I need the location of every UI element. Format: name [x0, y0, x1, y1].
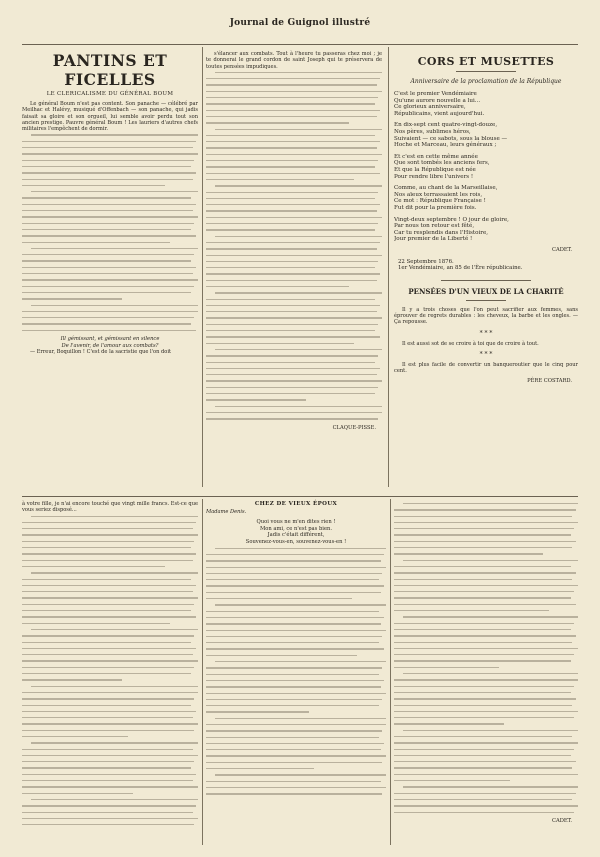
- poem-line: Ce glorieux anniversaire,: [394, 104, 466, 111]
- text-line: [394, 553, 543, 554]
- text-line: [22, 730, 194, 731]
- verse-line: Quoi vous ne m'en dites rien !: [256, 519, 336, 526]
- text-line: [206, 255, 382, 256]
- text-line: [31, 686, 198, 687]
- text-line: [206, 84, 377, 85]
- text-line: [22, 717, 193, 718]
- text-line: [206, 711, 309, 712]
- text-line: [206, 311, 377, 312]
- text-line: [206, 135, 375, 136]
- text-line: [206, 267, 375, 268]
- thoughts-title: PENSÉES D'UN VIEUX DE LA CHARITÉ: [408, 286, 564, 296]
- title-divider: [456, 71, 516, 72]
- text-line: [22, 166, 191, 167]
- text-line: [22, 534, 198, 535]
- text-line: [22, 528, 193, 529]
- text-line: [22, 692, 198, 693]
- text-line: [206, 642, 379, 643]
- text-line: [215, 349, 382, 350]
- thought-2: Il est aussi sot de se croire à toi que de croire à tout.: [402, 340, 539, 347]
- text-line: [22, 610, 191, 611]
- text-line: [403, 786, 578, 787]
- verse-line: Mon ami, ce n'est pas bien.: [259, 525, 332, 532]
- text-line: [394, 623, 574, 624]
- text-line: [22, 654, 193, 655]
- text-line: [206, 787, 386, 788]
- text-line: [215, 718, 386, 719]
- text-line: [22, 723, 198, 724]
- text-line: [206, 166, 375, 167]
- text-line: [22, 597, 198, 598]
- text-line: [206, 160, 378, 161]
- continuation-lines: [206, 236, 382, 420]
- text-line: [22, 616, 196, 617]
- text-line: [22, 698, 194, 699]
- text-line: [206, 636, 382, 637]
- text-line: [206, 554, 384, 555]
- text-line: [206, 204, 380, 205]
- text-line: [394, 698, 576, 699]
- text-line: [206, 768, 314, 769]
- text-line: [22, 147, 193, 148]
- text-line: [206, 693, 386, 694]
- text-line: [22, 591, 193, 592]
- poem-line: Hoche et Marceau, leurs généraux ;: [394, 142, 497, 149]
- text-line: [206, 368, 380, 369]
- text-line: [206, 630, 386, 631]
- text-line: [394, 566, 571, 567]
- text-line: [22, 774, 196, 775]
- text-line: [394, 579, 572, 580]
- poem-line: Comme, au chant de la Marseillaise,: [394, 185, 498, 192]
- text-line: [394, 660, 571, 661]
- bottom-column-2: [206, 497, 386, 800]
- dialogue-lines: [206, 548, 386, 795]
- text-line: [22, 210, 193, 211]
- newspaper-page: [22, 18, 578, 846]
- text-line: [206, 141, 380, 142]
- thought-1: Il y a trois choses que l'on peut sacrifier aux femmes, sans éprouver de regrets durables : les cheveux, la barbe et les ongles. — Ça repousse.: [394, 306, 578, 326]
- text-line: [31, 629, 198, 630]
- text-line: [206, 674, 379, 675]
- text-line: [394, 572, 576, 573]
- text-line: [22, 160, 194, 161]
- text-line: [206, 122, 349, 123]
- text-line: [215, 236, 382, 237]
- text-line: [22, 292, 191, 293]
- dialogue-lines: [22, 516, 198, 826]
- text-line: [394, 723, 504, 724]
- text-line: [22, 179, 193, 180]
- text-line: [22, 522, 196, 523]
- column-rule: [202, 47, 203, 487]
- poem-date: 22 Septembre 1876. 1er Vendémiaire, an 85 de l'Ère républicaine.: [398, 258, 523, 272]
- text-line: [206, 317, 382, 318]
- text-line: [215, 548, 386, 549]
- text-line: [394, 761, 576, 762]
- text-line: [206, 110, 380, 111]
- text-line: [206, 116, 377, 117]
- text-line: [22, 204, 196, 205]
- text-line: [394, 597, 571, 598]
- text-line: [206, 273, 380, 274]
- text-line: [206, 362, 375, 363]
- section-divider: [466, 300, 506, 301]
- text-line: [206, 286, 349, 287]
- text-line: [403, 730, 578, 731]
- text-line: [206, 299, 375, 300]
- text-line: [31, 191, 198, 192]
- text-line: [22, 635, 194, 636]
- text-line: [22, 642, 191, 643]
- text-line: [22, 553, 196, 554]
- text-line: [206, 737, 379, 738]
- text-line: [394, 711, 578, 712]
- text-line: [206, 179, 354, 180]
- text-line: [22, 736, 128, 737]
- text-line: [394, 812, 574, 813]
- column-rule: [388, 47, 389, 487]
- text-line: [206, 399, 306, 400]
- poem-line: Par nous ton retour est fêté,: [394, 223, 475, 230]
- text-line: [206, 330, 375, 331]
- dialogue-lines: [394, 503, 578, 813]
- text-line: [206, 743, 384, 744]
- article-closing: — Erreur, Boquillon ! C'est de la sacristie que l'on doit: [30, 349, 172, 356]
- text-line: [206, 261, 378, 262]
- text-line: [22, 260, 191, 261]
- poem-section-title: CORS ET MUSETTES: [417, 55, 555, 68]
- text-line: [206, 387, 378, 388]
- text-line: [206, 192, 378, 193]
- text-line: [206, 667, 382, 668]
- poem-line: Vingt-deux septembre ! O jour de gloire,: [394, 216, 509, 223]
- poem-line: C'est le premier Vendémiaire: [394, 91, 477, 97]
- text-line: [22, 812, 193, 813]
- text-line: [206, 611, 379, 612]
- text-line: [22, 141, 196, 142]
- text-line: [22, 761, 194, 762]
- text-line: [22, 705, 191, 706]
- text-line: [206, 617, 384, 618]
- text-line: [206, 103, 375, 104]
- bottom-signature: CADET.: [551, 817, 572, 824]
- text-line: [22, 604, 194, 605]
- text-line: [22, 311, 198, 312]
- continuation-lines: [206, 72, 382, 231]
- article-body-lines: [22, 134, 198, 331]
- column-cors-musettes: [394, 45, 578, 384]
- text-line: [22, 317, 194, 318]
- text-line: [31, 516, 198, 517]
- text-line: [206, 686, 381, 687]
- text-line: [394, 654, 574, 655]
- text-line: [403, 616, 578, 617]
- scene-verse: [206, 519, 386, 545]
- text-line: [215, 406, 382, 407]
- article-subtitle: LE CLERICALISME DU GÉNÉRAL BOUM: [46, 91, 174, 97]
- text-line: [215, 774, 386, 775]
- poem-line: Suivaient — ce sabots, sous la blouse —: [394, 135, 508, 142]
- poem-line: Pour rendre libre l'univers !: [394, 173, 474, 180]
- text-line: [403, 503, 578, 504]
- text-line: [206, 210, 377, 211]
- text-line: [31, 305, 198, 306]
- text-line: [206, 648, 384, 649]
- text-line: [206, 147, 377, 148]
- text-line: [31, 572, 198, 573]
- text-line: [206, 585, 384, 586]
- text-line: [22, 566, 165, 567]
- text-line: [206, 699, 382, 700]
- text-line: [215, 292, 382, 293]
- text-line: [215, 185, 382, 186]
- text-line: [22, 330, 196, 331]
- column-rule: [202, 499, 203, 845]
- text-line: [394, 547, 572, 548]
- text-line: [394, 509, 576, 510]
- text-line: [22, 780, 193, 781]
- text-line: [206, 793, 382, 794]
- section-divider: [441, 280, 531, 281]
- text-line: [394, 642, 572, 643]
- thoughts-signature: PÈRE COSTARD.: [527, 378, 572, 385]
- text-line: [206, 305, 380, 306]
- poem-signature: CADET.: [551, 246, 572, 253]
- poem-line: Que sont tombés les anciens fers,: [394, 160, 490, 167]
- text-line: [206, 680, 384, 681]
- text-line: [394, 686, 574, 687]
- text-line: [22, 793, 133, 794]
- text-line: [206, 592, 381, 593]
- text-line: [206, 280, 377, 281]
- text-line: [206, 724, 386, 725]
- text-line: [22, 579, 191, 580]
- text-line: [22, 623, 170, 624]
- text-line: [394, 541, 576, 542]
- text-line: [206, 749, 381, 750]
- text-line: [394, 742, 578, 743]
- text-line: [206, 418, 378, 419]
- text-line: [394, 516, 572, 517]
- separator-stars: * * *: [479, 329, 493, 337]
- text-line: [206, 573, 382, 574]
- text-line: [206, 78, 380, 79]
- text-line: [394, 604, 576, 605]
- text-line: [206, 567, 386, 568]
- text-line: [394, 522, 578, 523]
- text-line: [206, 343, 354, 344]
- poem-line: Et c'est en cette même année: [394, 153, 478, 160]
- column-pantins: [22, 45, 198, 355]
- text-line: [22, 242, 170, 243]
- text-line: [31, 742, 198, 743]
- text-line: [206, 579, 379, 580]
- text-line: [215, 129, 382, 130]
- text-line: [206, 755, 386, 756]
- text-line: [206, 173, 380, 174]
- poem-line: Car tu resplendis dans l'Histoire,: [394, 229, 489, 236]
- text-line: [403, 673, 578, 674]
- text-line: [394, 774, 578, 775]
- text-line: [206, 762, 382, 763]
- text-line: [206, 560, 381, 561]
- text-line: [22, 818, 198, 819]
- thought-3: Il est plus facile de convertir un banqueroutier que le cinq pour cent.: [394, 361, 578, 375]
- poem-line: Républicains, vient aujourd'hui.: [394, 110, 485, 117]
- text-line: [394, 648, 578, 649]
- column-continuation: [206, 45, 382, 431]
- text-line: [215, 72, 382, 73]
- text-line: [31, 248, 198, 249]
- text-line: [206, 655, 357, 656]
- poem-caption: Anniversaire de la proclamation de la République: [410, 78, 562, 85]
- text-line: [394, 629, 571, 630]
- text-line: [394, 591, 574, 592]
- text-line: [22, 560, 193, 561]
- text-line: [22, 749, 193, 750]
- text-line: [22, 323, 191, 324]
- verse-line: Jadis c'était différent,: [267, 532, 325, 539]
- text-line: [206, 412, 382, 413]
- text-line: [206, 223, 378, 224]
- text-line: [22, 267, 196, 268]
- text-line: [206, 229, 375, 230]
- text-line: [206, 374, 377, 375]
- text-line: [394, 705, 572, 706]
- bottom-column-1: [22, 497, 198, 830]
- poem-line: Qu'une aurore nouvelle a lui...: [394, 97, 481, 104]
- text-line: [394, 736, 572, 737]
- continuation-opening: s'élancer aux combats. Tout à l'heure tu passeras chez moi ; je te donnerai le grand cordon de saint Joseph qui te préservera de toutes pensées impudiques.: [206, 51, 382, 70]
- text-line: [206, 355, 378, 356]
- poem-line: Et que la République est née: [394, 166, 476, 173]
- poem-line: En dix-sept cent quatre-vingt-douze,: [394, 122, 498, 129]
- text-line: [394, 534, 571, 535]
- text-line: [394, 799, 572, 800]
- text-line: [394, 755, 571, 756]
- text-line: [22, 223, 194, 224]
- text-line: [394, 635, 576, 636]
- text-line: [206, 97, 378, 98]
- text-line: [394, 667, 499, 668]
- text-line: [22, 298, 122, 299]
- text-line: [394, 610, 549, 611]
- text-line: [206, 242, 380, 243]
- text-line: [215, 661, 386, 662]
- text-line: [206, 393, 375, 394]
- text-line: [394, 585, 578, 586]
- poem-verses: [394, 91, 578, 243]
- poem-line: Jour premier de la Liberté !: [394, 236, 473, 243]
- text-line: [22, 172, 196, 173]
- scene-title: CHEZ DE VIEUX ÉPOUX: [254, 501, 338, 507]
- text-line: [22, 585, 196, 586]
- poem-line: Nos aïeux terrassaient les rois,: [394, 191, 483, 198]
- poem-line: Nos pères, sublimes héros,: [394, 128, 471, 135]
- verse-quote: Ill gémissant, et gémissant en silence De l'avenir, de l'amour aux combats?: [60, 335, 160, 349]
- text-line: [394, 749, 574, 750]
- poem-line: Ce mot : République Française !: [394, 198, 486, 205]
- text-line: [22, 824, 194, 825]
- text-line: [22, 673, 191, 674]
- text-line: [394, 692, 571, 693]
- text-line: [22, 229, 191, 230]
- text-line: [206, 248, 377, 249]
- text-line: [22, 767, 191, 768]
- article-opening: Le général Boum n'est pas content. Son panache — célébré par Meilhac et Halévy, musiqué d'Offenbach — son panache, qui jadis faisait sa gloire et son orgueil, lui semble avoir perdu tout son ancien prestige. Pauvre général Boum ! Les lauriers d'autres chefs militaires l'empêchent de dormir.: [22, 101, 198, 133]
- text-line: [394, 767, 572, 768]
- top-section: [22, 44, 578, 491]
- bottom-opening: à votre fille, je n'ai encore touché que vingt mille francs. Est-ce que vous seriez disposé...: [22, 501, 198, 514]
- text-line: [22, 279, 198, 280]
- text-line: [206, 730, 382, 731]
- text-line: [22, 153, 198, 154]
- separator-stars: * * *: [479, 350, 493, 358]
- text-line: [22, 648, 196, 649]
- text-line: [22, 254, 194, 255]
- text-line: [22, 786, 198, 787]
- text-line: [206, 91, 382, 92]
- text-line: [22, 273, 193, 274]
- text-line: [206, 217, 382, 218]
- text-line: [206, 198, 375, 199]
- text-line: [206, 336, 380, 337]
- text-line: [22, 216, 198, 217]
- bottom-column-3: [394, 497, 578, 824]
- text-line: [31, 799, 198, 800]
- bottom-section: [22, 496, 578, 847]
- text-line: [31, 134, 198, 135]
- text-line: [22, 711, 196, 712]
- text-line: [22, 286, 194, 287]
- text-line: [394, 793, 576, 794]
- text-line: [22, 235, 196, 236]
- text-line: [22, 185, 165, 186]
- text-line: [394, 780, 510, 781]
- text-line: [206, 623, 381, 624]
- column-rule: [390, 499, 391, 845]
- text-line: [206, 154, 382, 155]
- text-line: [206, 781, 381, 782]
- article-title: PANTINS ET FICELLES: [52, 51, 168, 89]
- text-line: [22, 660, 198, 661]
- text-line: [206, 705, 379, 706]
- scene-speaker: Madame Denis.: [206, 509, 247, 515]
- article-signature: CLAQUE-PISSE.: [332, 424, 376, 431]
- verse-line: Souvenez-vous-en, souvenez-vous-en !: [245, 539, 347, 546]
- text-line: [22, 197, 191, 198]
- text-line: [206, 380, 382, 381]
- text-line: [394, 528, 574, 529]
- text-line: [206, 324, 378, 325]
- text-line: [394, 717, 574, 718]
- text-line: [394, 679, 578, 680]
- text-line: [22, 805, 196, 806]
- text-line: [394, 805, 578, 806]
- text-line: [22, 547, 191, 548]
- text-line: [215, 604, 386, 605]
- running-title: Journal de Guignol illustré: [229, 18, 371, 28]
- text-line: [206, 598, 352, 599]
- text-line: [22, 755, 198, 756]
- text-line: [22, 667, 194, 668]
- poem-line: Fut dit pour la première fois.: [394, 204, 477, 211]
- text-line: [22, 679, 122, 680]
- text-line: [403, 560, 578, 561]
- text-line: [22, 541, 194, 542]
